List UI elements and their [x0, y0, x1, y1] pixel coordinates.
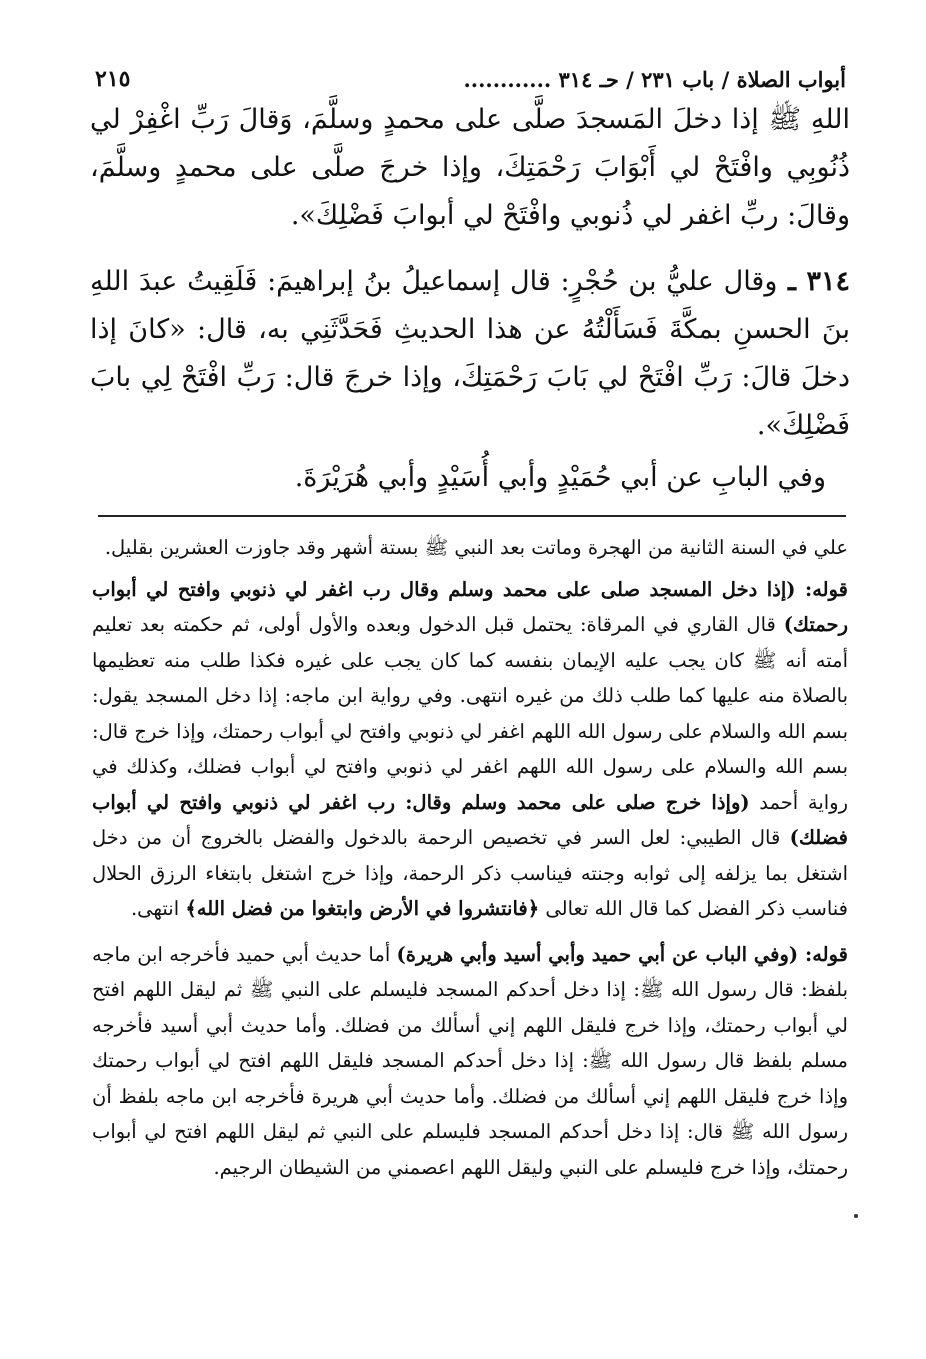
- commentary-text-2: قال الطيبي: لعل السر في تخصيص الرحمة بالدخول والفضل بالخروج أن من دخل اشتغل بما يزلفه إلى ثوابه وجنته فيناسب ذكر الرحمة، وإذا خرج اشتغل بابتغاء الرزق الحلال فناسب ذكر الفضل كما قال الله تعالى: [92, 826, 848, 920]
- commentary-text-3: انتهى.: [130, 897, 186, 920]
- footnote-divider: [98, 515, 846, 517]
- page-number: ٢١٥: [95, 66, 131, 92]
- hadith-continuation: اللهِ ﷺ إذا دخلَ المَسجدَ صلَّى على محمدٍ وسلَّمَ، وَقالَ رَبِّ اغْفِرْ لي ذُنُوبِي وافْتَحْ لي أَبْوَابَ رَحْمَتِكَ، وإذا خرجَ صلَّى على محمدٍ وسلَّمَ، وقالَ: ربِّ اغفر لي ذُنوبي وافْتَحْ لي أبوابَ فَضْلِكَ».: [90, 104, 850, 231]
- hadith-314: [90, 258, 850, 450]
- commentary-text-1: قال القاري في المرقاة: يحتمل قبل الدخول وبعده والأول أولى، ثم حكمته بعد تعليم أمته أنه ﷺ كان يجب عليه الإيمان بنفسه كما كان يجب على غيره فكذا طلب منه تعظيمها بالصلاة منه عليها كما طلب ذلك من غيره انتهى. وفي رواية ابن ماجه: إذا دخل المسجد يقول: بسم الله والسلام على رسول الله اللهم اغفر لي ذنوبي وافتح لي أبواب رحمتك، وإذا خرج قال: بسم الله والسلام على رسول الله اللهم اغفر لي ذنوبي وافتح لي أبواب فضلك، وكذلك في رواية أحمد: [92, 613, 848, 814]
- chapter-note: وفي البابِ عن أبي حُمَيْدٍ وأبي أُسَيْدٍ وأبي هُرَيْرَةَ.: [294, 462, 826, 493]
- commentary-quote-2: (وإذا خرج صلى على محمد وسلم وقال: رب اغفر لي ذنوبي وافتح لي أبواب فضلك): [92, 790, 848, 849]
- margin-dot: [854, 1214, 858, 1218]
- main-text: [90, 96, 850, 502]
- header-chapter: أبواب الصلاة / باب ٢٣١ / حـ ٣١٤: [558, 67, 846, 92]
- running-header: [95, 58, 846, 92]
- commentary-paragraph-3: [92, 937, 848, 1186]
- commentary-quote-1: قوله: (إذا دخل المسجد صلى على محمد وسلم وقال رب اغفر لي ذنوبي وافتح لي أبواب رحمتك): [92, 577, 848, 636]
- header-title: [463, 67, 846, 92]
- quran-quote: ﴿فانتشروا في الأرض وابتغوا من فضل الله﴾: [185, 897, 540, 920]
- commentary-text-4: أما حديث أبي حميد فأخرجه ابن ماجه بلفظ: قال رسول الله ﷺ: إذا دخل أحدكم المسجد فليسلم على النبي ﷺ ثم ليقل اللهم افتح لي أبواب رحمتك، وإذا خرج فليقل اللهم إني أسألك من فضلك. وأما حديث أبي أسيد فأخرجه مسلم بلفظ قال رسول الله ﷺ: إذا دخل أحدكم المسجد فليقل اللهم افتح لي أبواب رحمتك وإذا خرج فليقل اللهم إني أسألك من فضلك. وأما حديث أبي هريرة فأخرجه ابن ماجه بلفظ أن رسول الله ﷺ قال: إذا دخل أحدكم المسجد فليسلم على النبي ثم ليقل اللهم افتح لي أبواب رحمتك، وإذا خرج فليسلم على النبي وليقل اللهم اعصمني من الشيطان الرجيم.: [92, 942, 848, 1179]
- commentary: [92, 530, 848, 1185]
- hadith-number: ٣١٤ ـ: [777, 266, 851, 297]
- commentary-paragraph-2: [92, 572, 848, 927]
- commentary-paragraph-1: علي في السنة الثانية من الهجرة وماتت بعد النبي ﷺ بستة أشهر وقد جاوزت العشرين بقليل.: [104, 536, 848, 559]
- hadith-314-text: وقال عليُّ بن حُجْرٍ: قال إسماعيلُ بنُ إبراهيمَ: فَلَقِيتُ عبدَ اللهِ بنَ الحسنِ بمكَّةَ فَسَأَلْتُهُ عن هذا الحديثِ فَحَدَّثَنِي به، قال: «كانَ إذا دخلَ قالَ: رَبِّ افْتَحْ لي بَابَ رَحْمَتِكَ، وإذا خرجَ قال: رَبِّ افْتَحْ لِي بابَ فَضْلِكَ».: [90, 266, 850, 441]
- commentary-quote-3: قوله: (وفي الباب عن أبي حميد وأبي أسيد وأبي هريرة): [396, 942, 848, 966]
- header-dots: ............: [463, 67, 552, 92]
